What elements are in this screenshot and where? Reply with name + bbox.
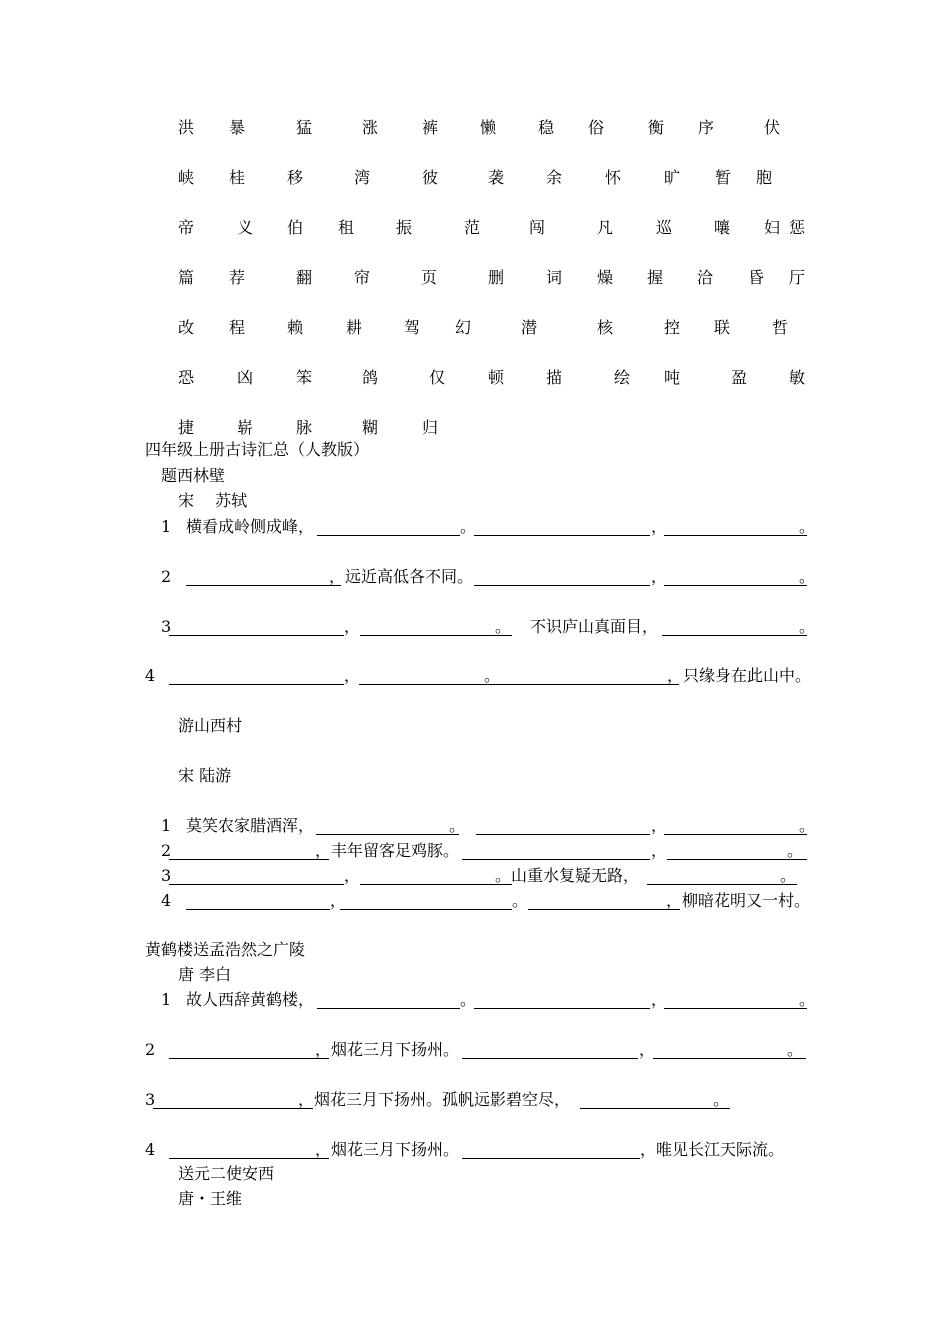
fill-blank[interactable]: [462, 1058, 638, 1059]
fill-blank[interactable]: [462, 1158, 640, 1159]
character-cell: 笨: [296, 368, 313, 387]
line-number: 4: [161, 891, 172, 910]
character-cell: 怀: [605, 168, 622, 187]
character-cell: 描: [546, 368, 563, 387]
character-cell: 驾: [404, 318, 421, 337]
character-cell: 崭: [237, 418, 254, 437]
punctuation: ，: [344, 617, 361, 636]
line-text: ，烟花三月下扬州。: [315, 1040, 460, 1059]
poem-author: 宋 陆游: [178, 766, 232, 785]
line-number: 3: [161, 866, 172, 885]
line-number: 2: [161, 841, 172, 860]
character-cell: 脉: [296, 418, 313, 437]
character-cell: 潜: [521, 318, 538, 337]
punctuation: ，: [651, 990, 668, 1009]
line-text: 莫笑农家腊酒浑，: [186, 816, 315, 835]
character-cell: 衡: [648, 118, 665, 137]
line-text: 横看成岭侧成峰，: [186, 517, 315, 536]
line-number: 2: [161, 567, 172, 586]
character-cell: 核: [597, 318, 614, 337]
character-cell: 糊: [362, 418, 379, 437]
character-cell: 妇: [764, 218, 781, 237]
punctuation: ，: [344, 666, 361, 685]
character-cell: 凡: [597, 218, 614, 237]
line-text: 故人西辞黄鹤楼，: [186, 990, 315, 1009]
fill-blank[interactable]: [186, 585, 341, 586]
fill-blank[interactable]: [580, 1108, 730, 1109]
character-cell: 幻: [455, 318, 472, 337]
line-number: 3: [145, 1090, 156, 1109]
character-cell: 序: [698, 118, 715, 137]
poem-title: 黄鹤楼送孟浩然之广陵: [145, 940, 306, 959]
character-cell: 洽: [697, 268, 714, 287]
character-cell: 伯: [287, 218, 304, 237]
character-cell: 闯: [529, 218, 546, 237]
punctuation: ，: [651, 816, 668, 835]
punctuation: 。: [799, 816, 816, 835]
punctuation: 。: [512, 891, 529, 910]
line-text: ，烟花三月下扬州。: [315, 1140, 460, 1159]
fill-blank[interactable]: [169, 1158, 329, 1159]
character-cell: 惩: [789, 218, 806, 237]
fill-blank[interactable]: [664, 834, 807, 835]
character-cell: 删: [488, 268, 505, 287]
character-cell: 绘: [614, 368, 631, 387]
character-cell: 桂: [229, 168, 246, 187]
fill-blank[interactable]: [474, 535, 650, 536]
punctuation: 。: [787, 1040, 804, 1059]
fill-blank[interactable]: [474, 585, 650, 586]
punctuation: ，: [651, 567, 668, 586]
line-number: 4: [145, 1140, 156, 1159]
fill-blank[interactable]: [474, 1008, 650, 1009]
punctuation: 。: [787, 841, 804, 860]
poem-author: 唐・王维: [178, 1189, 243, 1208]
character-cell: 余: [546, 168, 563, 187]
fill-blank[interactable]: [528, 909, 680, 910]
line-text: ，柳暗花明又一村。: [666, 891, 811, 910]
character-cell: 联: [714, 318, 731, 337]
punctuation: 。: [484, 666, 501, 685]
fill-blank[interactable]: [340, 909, 512, 910]
punctuation: ，: [651, 517, 668, 536]
fill-blank[interactable]: [664, 585, 807, 586]
punctuation: 。: [799, 990, 816, 1009]
line-number: 1: [161, 990, 172, 1009]
character-cell: 顿: [488, 368, 505, 387]
line-text: 不识庐山真面目，: [530, 617, 659, 636]
fill-blank[interactable]: [153, 1108, 313, 1109]
line-number: 4: [145, 666, 156, 685]
punctuation: ，: [344, 866, 361, 885]
line-text: ，远近高低各不同。: [329, 567, 474, 586]
character-cell: 耕: [346, 318, 363, 337]
character-cell: 昏: [748, 268, 765, 287]
character-cell: 峡: [178, 168, 195, 187]
character-cell: 嚷: [714, 218, 731, 237]
character-cell: 范: [464, 218, 481, 237]
character-cell: 燥: [597, 268, 614, 287]
fill-blank[interactable]: [359, 684, 679, 685]
character-cell: 巡: [656, 218, 673, 237]
punctuation: 。: [780, 866, 797, 885]
poem-title: 题西林壁: [161, 466, 226, 485]
fill-blank[interactable]: [316, 834, 459, 835]
punctuation: 。: [799, 517, 816, 536]
fill-blank[interactable]: [360, 884, 512, 885]
character-cell: 帝: [178, 218, 195, 237]
line-text: ，只缘身在此山中。: [667, 666, 812, 685]
punctuation: 。: [460, 517, 477, 536]
fill-blank[interactable]: [462, 859, 650, 860]
character-cell: 篇: [178, 268, 195, 287]
character-cell: 吨: [664, 368, 681, 387]
fill-blank[interactable]: [317, 1008, 460, 1009]
line-number: 1: [161, 517, 172, 536]
character-cell: 凶: [237, 368, 254, 387]
character-cell: 猛: [296, 118, 313, 137]
character-cell: 词: [546, 268, 563, 287]
character-cell: 洪: [178, 118, 195, 137]
character-cell: 哲: [772, 318, 789, 337]
character-cell: 移: [287, 168, 304, 187]
fill-blank[interactable]: [169, 684, 344, 685]
character-cell: 胞: [756, 168, 773, 187]
line-number: 3: [161, 617, 172, 636]
character-cell: 厅: [789, 268, 806, 287]
line-text: ，唯见长江天际流。: [640, 1140, 785, 1159]
character-cell: 鸽: [362, 368, 379, 387]
fill-blank[interactable]: [186, 909, 330, 910]
character-cell: 租: [338, 218, 355, 237]
character-cell: 袭: [488, 168, 505, 187]
fill-blank[interactable]: [653, 1058, 806, 1059]
line-number: 1: [161, 816, 172, 835]
punctuation: ，: [330, 891, 347, 910]
poem-author: 唐 李白: [178, 965, 232, 984]
fill-blank[interactable]: [662, 635, 807, 636]
character-cell: 控: [664, 318, 681, 337]
fill-blank[interactable]: [169, 884, 344, 885]
character-cell: 仅: [429, 368, 446, 387]
character-cell: 稳: [538, 118, 555, 137]
fill-blank[interactable]: [169, 859, 329, 860]
punctuation: 。: [799, 567, 816, 586]
character-cell: 懒: [480, 118, 497, 137]
fill-blank[interactable]: [664, 535, 807, 536]
character-cell: 归: [422, 418, 439, 437]
fill-blank[interactable]: [476, 834, 650, 835]
character-cell: 振: [396, 218, 413, 237]
fill-blank[interactable]: [169, 1058, 329, 1059]
punctuation: 。: [449, 816, 466, 835]
character-cell: 盈: [731, 368, 748, 387]
fill-blank[interactable]: [360, 635, 512, 636]
character-cell: 握: [647, 268, 664, 287]
punctuation: 。: [495, 617, 512, 636]
character-cell: 湾: [354, 168, 371, 187]
poem-title: 游山西村: [178, 716, 243, 735]
character-cell: 彼: [422, 168, 439, 187]
character-cell: 页: [421, 268, 438, 287]
fill-blank[interactable]: [647, 884, 797, 885]
punctuation: 。: [799, 617, 816, 636]
character-cell: 恐: [178, 368, 195, 387]
fill-blank[interactable]: [317, 535, 460, 536]
character-cell: 旷: [664, 168, 681, 187]
character-cell: 改: [178, 318, 195, 337]
punctuation: ，: [651, 841, 668, 860]
fill-blank[interactable]: [667, 859, 807, 860]
fill-blank[interactable]: [664, 1008, 807, 1009]
character-cell: 赖: [287, 318, 304, 337]
character-cell: 捷: [178, 418, 195, 437]
line-number: 2: [145, 1040, 156, 1059]
section-title: 四年级上册古诗汇总（人教版）: [145, 440, 370, 459]
character-cell: 义: [237, 218, 254, 237]
character-cell: 裤: [422, 118, 439, 137]
character-cell: 敏: [789, 368, 806, 387]
character-cell: 暴: [229, 118, 246, 137]
poem-author: 宋 苏轼: [178, 491, 248, 510]
character-cell: 程: [229, 318, 246, 337]
character-cell: 翻: [296, 268, 313, 287]
poem-title: 送元二使安西: [178, 1164, 275, 1183]
punctuation: ，: [639, 1040, 656, 1059]
character-cell: 暂: [715, 168, 732, 187]
line-text: ，丰年留客足鸡豚。: [315, 841, 460, 860]
punctuation: 。: [460, 990, 477, 1009]
character-cell: 俗: [588, 118, 605, 137]
punctuation: 。: [713, 1090, 730, 1109]
fill-blank[interactable]: [169, 635, 344, 636]
character-cell: 帘: [354, 268, 371, 287]
character-cell: 伏: [764, 118, 781, 137]
line-text: 。山重水复疑无路，: [495, 866, 640, 885]
character-cell: 涨: [362, 118, 379, 137]
line-text: ，烟花三月下扬州。孤帆远影碧空尽，: [298, 1090, 571, 1109]
character-cell: 荐: [229, 268, 246, 287]
